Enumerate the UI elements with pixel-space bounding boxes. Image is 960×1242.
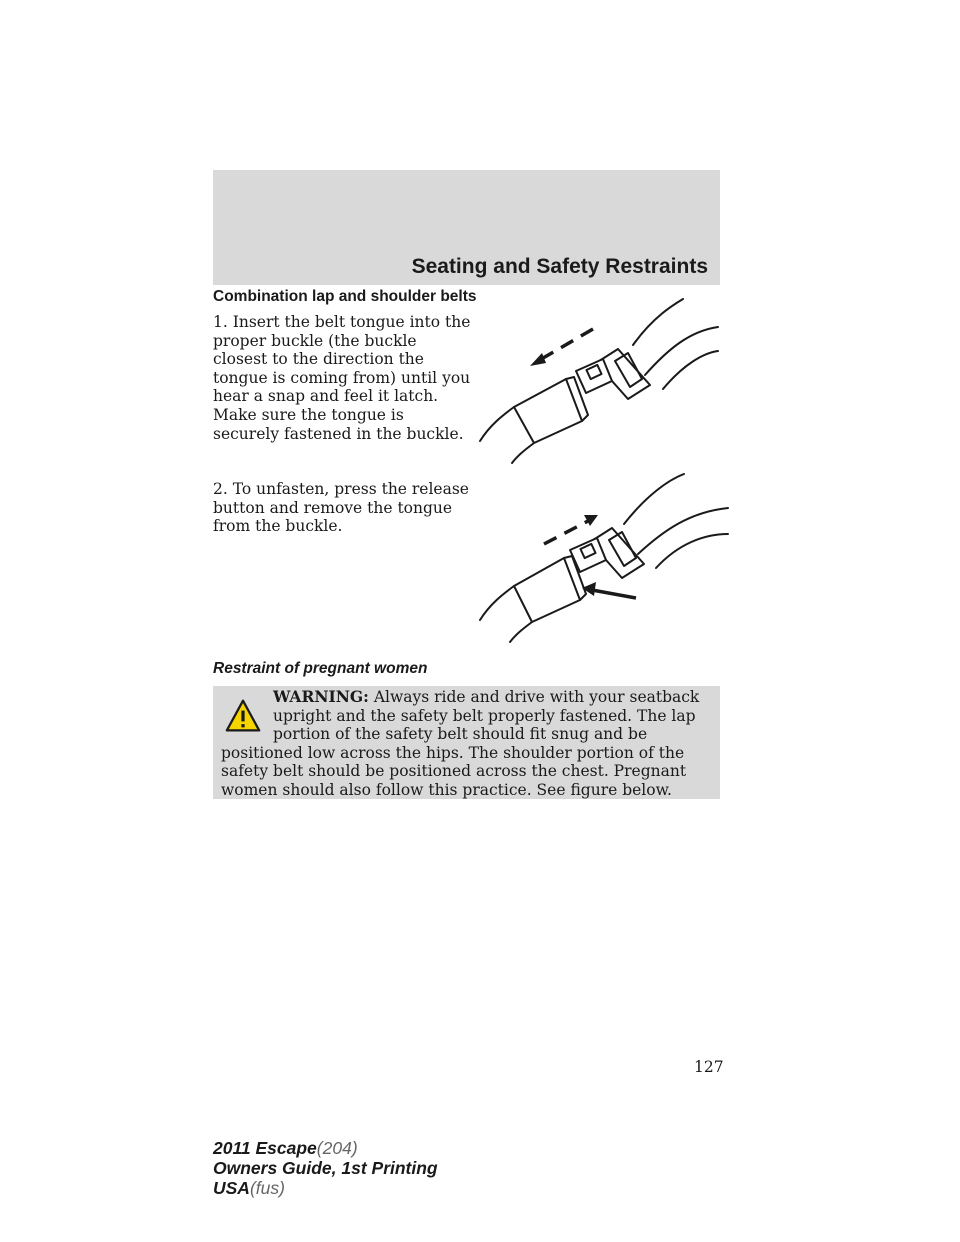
step-1-text: 1. Insert the belt tongue into the proper buckle (the buckle closest to the direction the tongue is coming from) until you hear a snap and feel it latch. Make sure the tongue is securely fastened in the buckle.: [213, 313, 471, 443]
header-title: Seating and Safety Restraints: [411, 255, 708, 278]
step-2-text: 2. To unfasten, press the release button and remove the tongue from the buckle.: [213, 480, 469, 536]
footer-market: USA: [213, 1178, 250, 1198]
warning-triangle-icon: [225, 698, 261, 734]
warning-box: [213, 686, 720, 799]
warning-text: Always ride and drive with your seatback upright and the safety belt properly fastened. The lap portion of the safety belt should fit snug and be positioned low across the hips. The shoulder portion of the safety belt should be positioned across the chest. Pregnant women should also follow this practice. See figure below.: [221, 688, 700, 799]
page-header: [213, 170, 720, 285]
warning-label: WARNING:: [273, 687, 369, 706]
footer-model: 2011 Escape: [213, 1138, 317, 1158]
seat-belt-fasten-illustration: [478, 297, 728, 465]
footer-model-code: (204): [316, 1138, 358, 1158]
subheading: Restraint of pregnant women: [213, 660, 428, 677]
footer-guide: Owners Guide, 1st Printing: [213, 1158, 438, 1178]
page-number: 127: [694, 1058, 724, 1076]
section-title: Combination lap and shoulder belts: [213, 288, 477, 305]
footer: [213, 1138, 438, 1198]
seat-belt-release-illustration: [478, 472, 740, 644]
footer-market-code: (fus): [249, 1178, 285, 1198]
